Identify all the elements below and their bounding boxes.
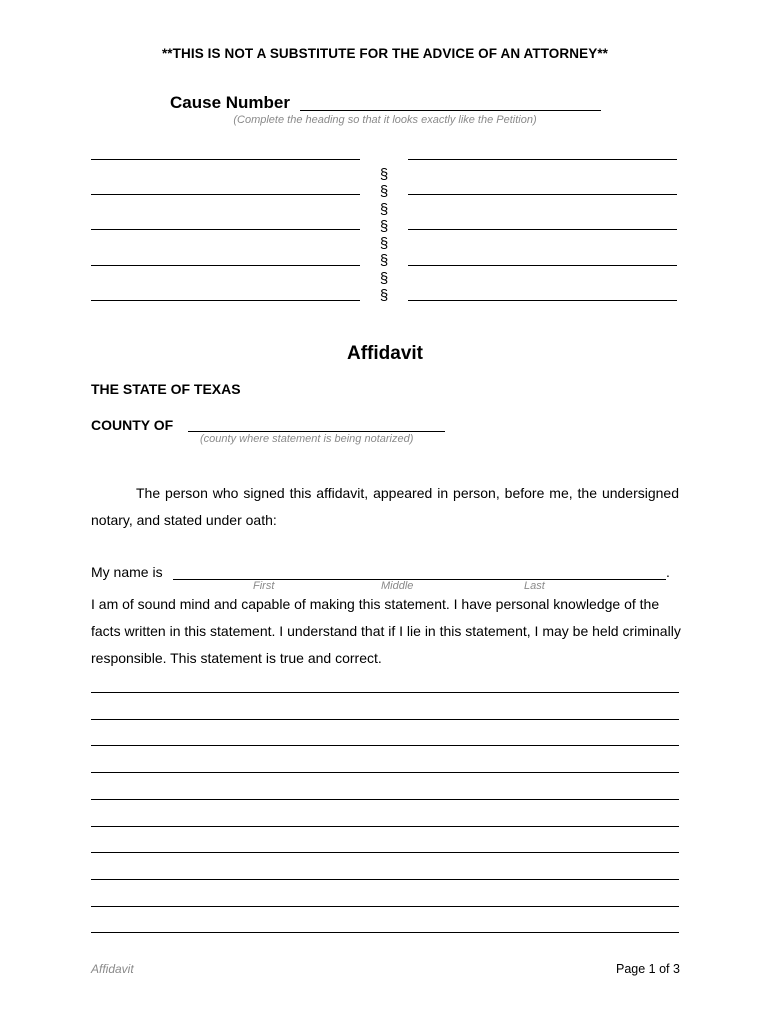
page-number: Page 1 of 3: [616, 962, 680, 976]
cause-number-field[interactable]: [300, 110, 601, 111]
statement-line-4[interactable]: [91, 772, 679, 773]
caption-left-field-2[interactable]: [91, 194, 360, 195]
name-label: My name is: [91, 564, 163, 580]
intro-paragraph: The person who signed this affidavit, appeared in person, before me, the undersigned notary, and stated under oath:: [91, 485, 679, 528]
caption-left-field-5[interactable]: [91, 300, 360, 301]
statement-line-8[interactable]: [91, 879, 679, 880]
caption-left-field-4[interactable]: [91, 265, 360, 266]
name-first-hint: First: [253, 580, 275, 592]
caption-right-field-1[interactable]: [408, 159, 677, 160]
state-label: THE STATE OF TEXAS: [91, 381, 241, 397]
county-label: COUNTY OF: [91, 417, 174, 433]
footer-document-name: Affidavit: [91, 962, 134, 976]
section-symbols: § § § § § § § §: [379, 166, 389, 305]
name-middle-hint: Middle: [381, 580, 414, 592]
cause-number-hint: (Complete the heading so that it looks exactly like the Petition): [233, 114, 537, 126]
disclaimer: **THIS IS NOT A SUBSTITUTE FOR THE ADVICE OF AN ATTORNEY**: [161, 46, 609, 61]
statement-line-6[interactable]: [91, 826, 679, 827]
caption-right-field-5[interactable]: [408, 300, 677, 301]
county-field[interactable]: [188, 431, 445, 432]
statement-paragraph: I am of sound mind and capable of making this statement. I have personal knowledge of the facts written in this statement. I understand that if I lie in this statement, I may be held criminally responsible. This statement is true and correct.: [91, 596, 681, 666]
caption-left-field-3[interactable]: [91, 229, 360, 230]
cause-number-label: Cause Number: [170, 93, 290, 112]
caption-right-field-4[interactable]: [408, 265, 677, 266]
caption-right-field-2[interactable]: [408, 194, 677, 195]
caption-right-field-3[interactable]: [408, 229, 677, 230]
statement-line-2[interactable]: [91, 719, 679, 720]
name-field[interactable]: [173, 579, 666, 580]
statement-line-7[interactable]: [91, 852, 679, 853]
document-title: Affidavit: [347, 343, 423, 364]
caption-left-field-1[interactable]: [91, 159, 360, 160]
name-last-hint: Last: [524, 580, 545, 592]
statement-line-3[interactable]: [91, 745, 679, 746]
statement-line-5[interactable]: [91, 799, 679, 800]
county-hint: (county where statement is being notarized): [200, 433, 414, 445]
statement-line-1[interactable]: [91, 692, 679, 693]
statement-line-10[interactable]: [91, 932, 679, 933]
statement-line-9[interactable]: [91, 906, 679, 907]
name-period: .: [666, 564, 670, 580]
